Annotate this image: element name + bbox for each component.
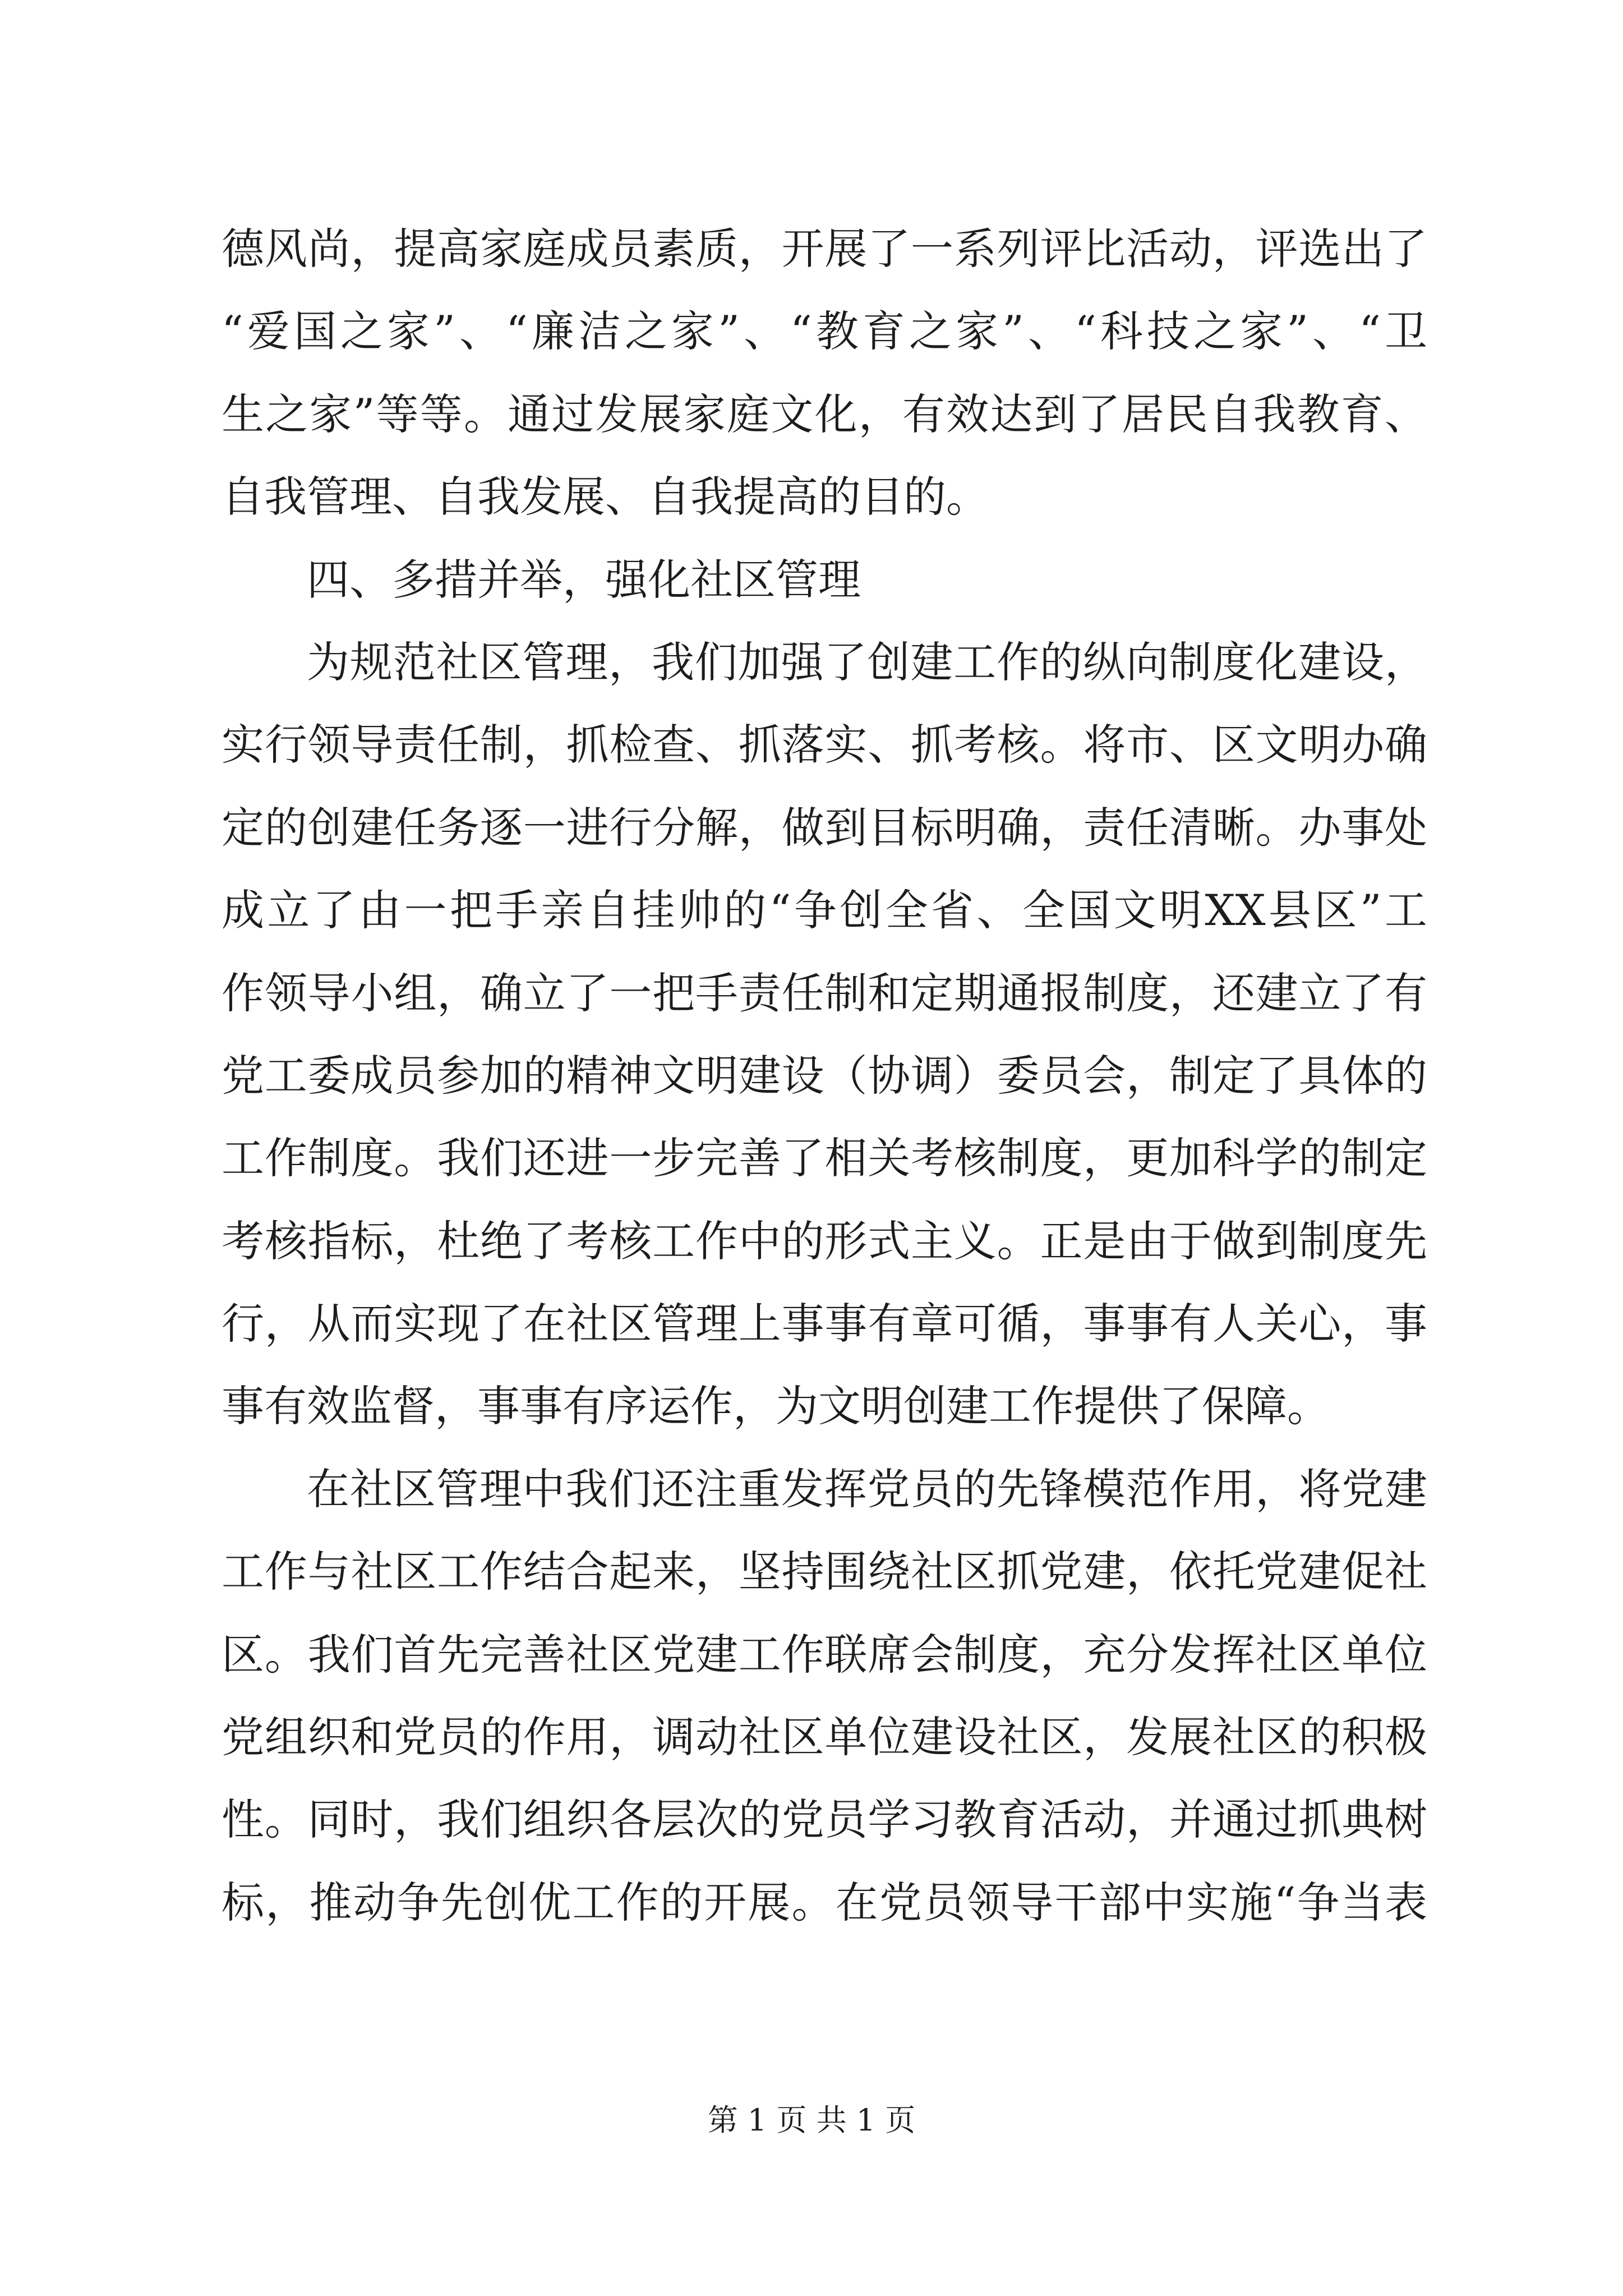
body-line: 党工委成员参加的精神文明建设（协调）委员会，制定了具体的 (222, 1050, 1427, 1101)
body-line: 自我管理、自我发展、自我提高的目的。 (222, 472, 989, 522)
body-line: 性。同时，我们组织各层次的党员学习教育活动，并通过抓典树 (222, 1795, 1427, 1845)
body-line: 为规范社区管理，我们加强了创建工作的纵向制度化建设， (307, 637, 1427, 687)
body-line: 德风尚，提高家庭成员素质，开展了一系列评比活动，评选出了 (222, 224, 1427, 274)
body-line: 工作制度。我们还进一步完善了相关考核制度，更加科学的制定 (222, 1133, 1427, 1184)
body-line: 事有效监督，事事有序运作，为文明创建工作提供了保障。 (222, 1381, 1330, 1432)
body-line: 定的创建任务逐一进行分解，做到目标明确，责任清晰。办事处 (222, 802, 1427, 853)
body-line: 工作与社区工作结合起来，坚持围绕社区抓党建，依托党建促社 (222, 1547, 1427, 1597)
body-line: 行，从而实现了在社区管理上事事有章可循，事事有人关心，事 (222, 1299, 1427, 1349)
body-line: 成立了由一把手亲自挂帅的“争创全省、全国文明XX县区”工 (222, 885, 1427, 936)
body-line: 党组织和党员的作用，调动社区单位建设社区，发展社区的积极 (222, 1712, 1427, 1763)
body-line: 考核指标，杜绝了考核工作中的形式主义。正是由于做到制度先 (222, 1216, 1427, 1266)
body-line: 实行领导责任制，抓检查、抓落实、抓考核。将市、区文明办确 (222, 720, 1427, 770)
body-line: 生之家”等等。通过发展家庭文化，有效达到了居民自我教育、 (222, 389, 1427, 439)
body-line: 标，推动争先创优工作的开展。在党员领导干部中实施“争当表 (222, 1877, 1427, 1927)
section-heading: 四、多措并举，强化社区管理 (307, 554, 861, 605)
page-number-footer: 第 1 页 共 1 页 (707, 2102, 916, 2138)
body-line: 区。我们首先完善社区党建工作联席会制度，充分发挥社区单位 (222, 1629, 1427, 1680)
document-body (222, 208, 1427, 1944)
body-line: “爱国之家”、“廉洁之家”、“教育之家”、“科技之家”、“卫 (222, 306, 1427, 357)
body-line: 作领导小组，确立了一把手责任制和定期通报制度，还建立了有 (222, 968, 1427, 1018)
body-line: 在社区管理中我们还注重发挥党员的先锋模范作用，将党建 (307, 1464, 1427, 1514)
